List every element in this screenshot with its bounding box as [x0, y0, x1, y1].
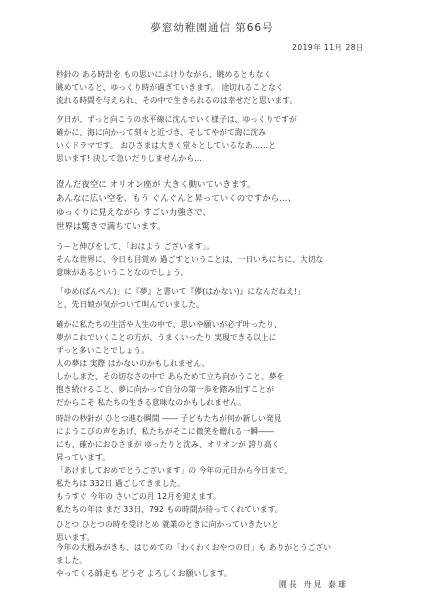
text-line: 「ゆめ(ばんぺん)」に『夢』と書いて『儚(はかない)』になんだねえ!」: [56, 287, 306, 296]
text-line: 時計の秒針が ひとつ進む瞬間 ―― 子どもたちが何か新しい発見: [56, 414, 282, 423]
text-line: 今年の大根みがきも、はじめての「わくわくおやつの日」も ありがとうござい: [56, 543, 332, 552]
text-line: 澄んだ夜空に オリオン座が 大きく動いていきます。: [56, 179, 256, 189]
text-line: うーと伸びをして、「おはよう ございます」。: [56, 242, 215, 251]
paragraph-dream-word: [56, 285, 374, 311]
text-line: ゆっくりに見えながら すごい力強さで、: [56, 207, 212, 217]
text-line: しかしまた、その切なさの中で あらためて立ち向かうこと、夢を: [56, 372, 285, 381]
text-line: ました。: [56, 556, 88, 565]
text-line: 思います。: [56, 533, 95, 542]
text-line: もうすぐ 今年の さいごの月 12月を迎えます。: [56, 492, 221, 501]
text-line: 私たちの年は まだ 33日、792 もの時間が待ってくれています。: [56, 505, 283, 514]
text-line: いくドラマです。 おひさまは大きく堂々としているなあ……と: [56, 141, 276, 150]
text-line: 夢がこれでいくことの方が、うまくいったり 実現できる以上に: [56, 333, 277, 342]
text-line: 昇っています。: [56, 453, 110, 462]
paragraph-moment: [56, 412, 374, 516]
issue-date: 2019年 11月 28日: [292, 43, 364, 52]
paragraph-sunset: [56, 113, 374, 165]
text-line: にようこびの声をあげ、私たちがそこに微笑を贈れる一瞬――: [56, 427, 274, 436]
text-line: そんな世界に、今日も目覚め 過ごすということは、一日いちにちに、大切な: [56, 255, 324, 264]
text-line: 意味があるということなのでしょう。: [56, 268, 189, 277]
paragraph-clock: [56, 68, 374, 107]
text-line: 「あけましておめでとうございます」の 今年の元日から今日まで、: [56, 466, 293, 475]
text-line: と、先日娘が気がついて叫んでいました。: [56, 300, 204, 309]
text-line: 私たちは 332日 過ごしてきました。: [56, 479, 186, 488]
paragraph-morning: [56, 240, 374, 279]
text-line: ずっと多いことでしょう。: [56, 346, 149, 355]
text-line: 世界は驚きで満ちています。: [56, 221, 166, 231]
paragraph-dreams: [56, 318, 374, 409]
paragraph-orion: [56, 177, 374, 233]
text-line: 確かに、海に向かって刻々と近づき、そしてやがて海に沈み: [56, 128, 266, 137]
text-line: あんなに広い空を、もう ぐんぐんと昇っていくのですから…、: [56, 193, 297, 203]
text-line: 流れる時間を与えられ、その中で生きられるのは幸せだと思います。: [56, 96, 298, 105]
paragraph-thanks: [56, 541, 374, 580]
text-line: 抱き続けること、夢に向かって自分の第一歩を踏み出すことが: [56, 385, 275, 394]
text-line: 眺めていると、ゆっくり時が過ぎていきます。 途切れることなく: [56, 83, 284, 92]
text-line: 秒針の ある時計を もの思いにふけりながら、眺めるともなく: [56, 70, 272, 79]
text-line: ひとつ ひとつの時を受けとめ 就業のときに向かっていきたいと: [56, 520, 279, 529]
text-line: 確かに私たちの生活や人生の中で、思いや願いが必ず叶ったり、: [56, 320, 282, 329]
text-line: 思います! 決して急いだりしませんから…: [56, 154, 202, 163]
newsletter-title: 夢窓幼稚園通信 第66号: [150, 22, 274, 34]
text-line: やってくる師走も どうぞ よろしくお願いします。: [56, 569, 232, 578]
text-line: だからこそ 私たちの生きる意味なのかもしれません。: [56, 398, 246, 407]
text-line: にも、確かにおひさまが ゆったりと沈み、オリオンが 誇り高く: [56, 440, 280, 449]
text-line: 人の夢は 実際 はかないのかもしれません。: [56, 359, 210, 368]
principal-signature: 園長 舟見 泰雄: [278, 580, 348, 589]
text-line: 夕日が、ずっと向こうの水平線に沈んでいく様子は、ゆっくりですが: [56, 115, 297, 124]
